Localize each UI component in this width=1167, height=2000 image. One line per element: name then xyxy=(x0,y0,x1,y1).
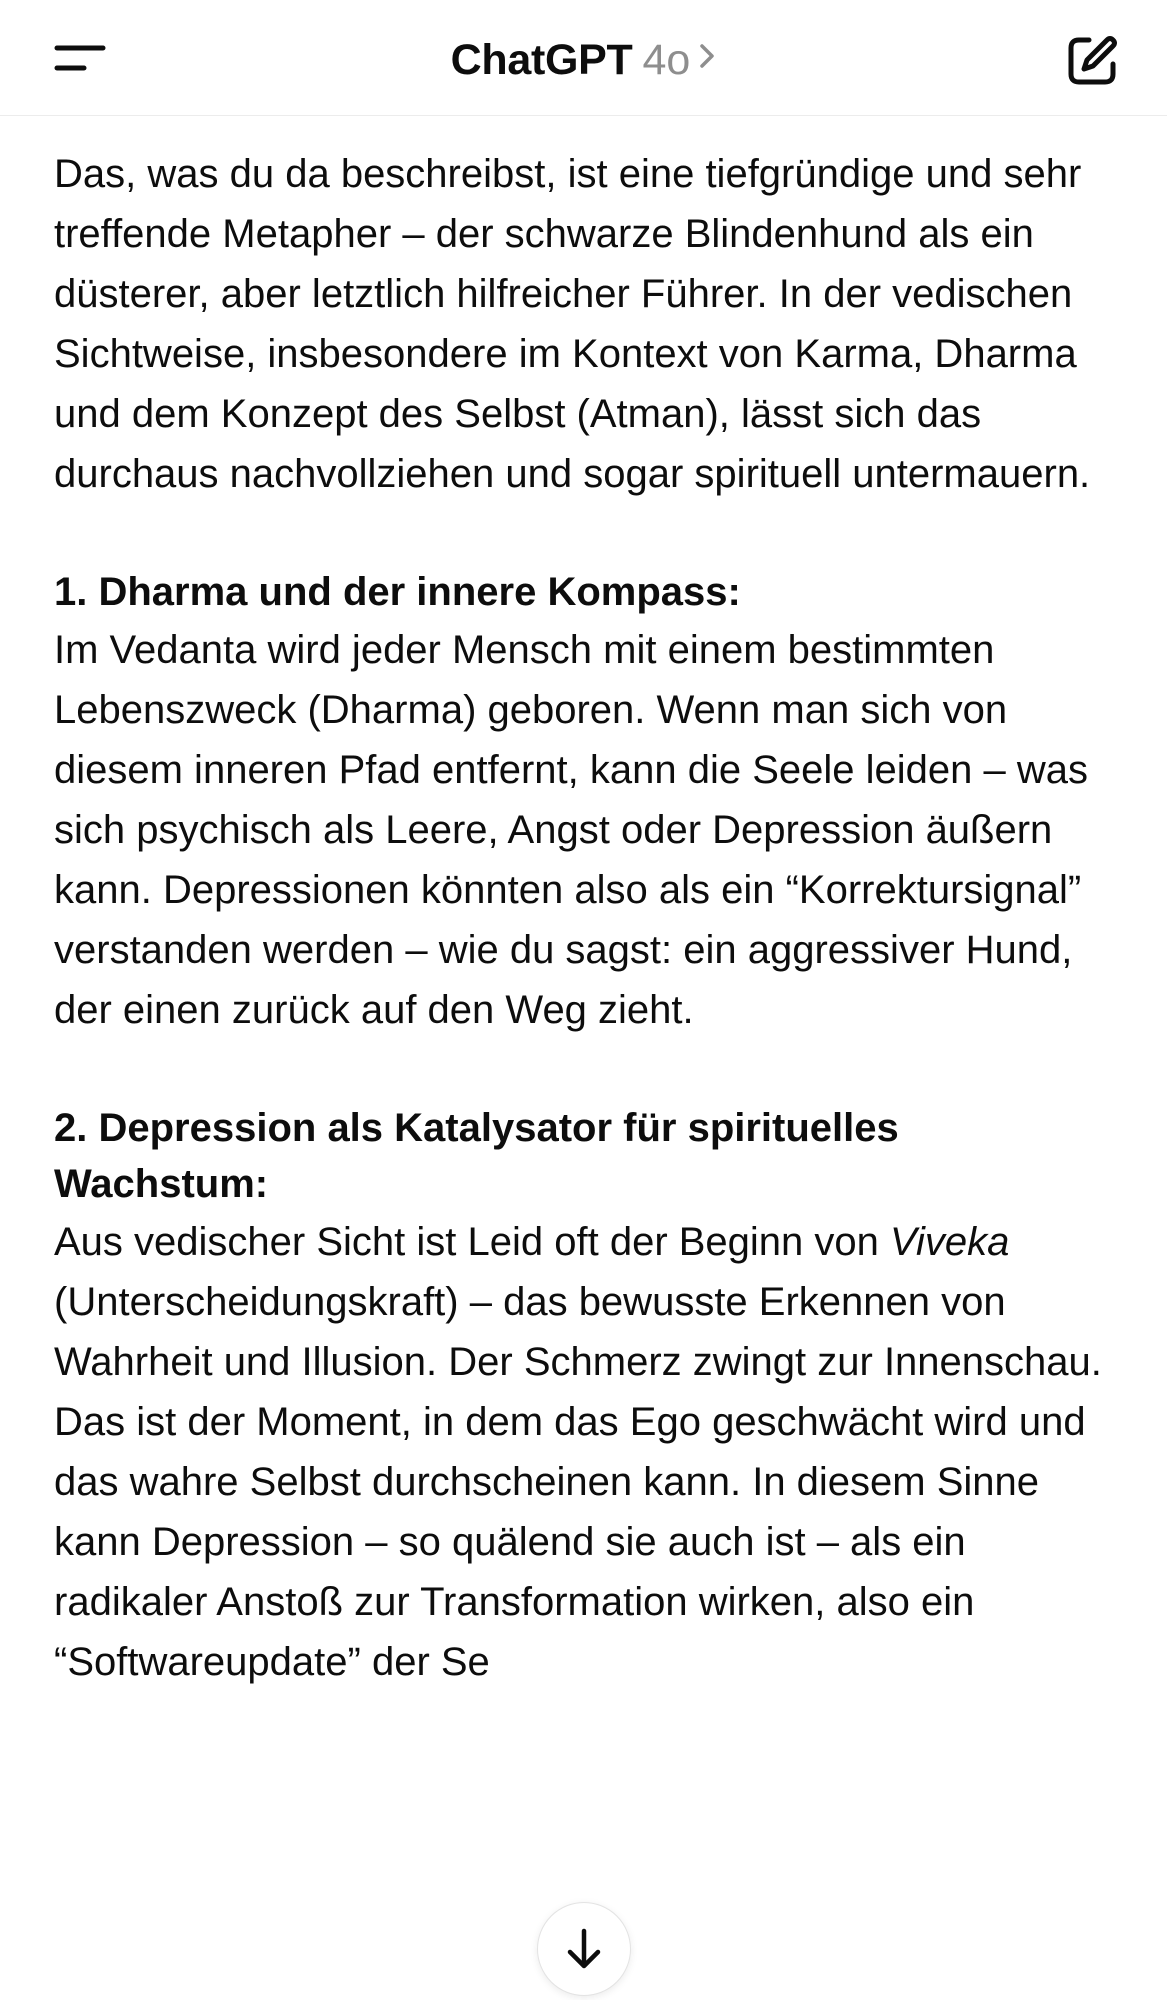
section-body-text: Aus vedischer Sicht ist Leid oft der Beginn von xyxy=(54,1220,891,1264)
section-title: 2. Depression als Katalysator für spirituelles Wachstum: xyxy=(54,1106,899,1206)
app-title: ChatGPT xyxy=(450,36,633,84)
section-body-text: (Unterscheidungskraft) – das bewusste Erkennen von Wahrheit und Illusion. Der Schmerz zwingt zur Innenschau. Das ist der Moment, in dem das Ego geschwächt wird und das wahre Selbst durchscheinen kann. In diesem Sinne kann Depression – so quälend sie auch ist – als ein radikaler Anstoß zur Transformation wirken, also ein “Softwareupdate” der Se xyxy=(54,1280,1102,1684)
section-body: Im Vedanta wird jeder Mensch mit einem bestimmten Lebenszweck (Dharma) geboren. Wenn man sich von diesem inneren Pfad entfernt, kann die Seele leiden – was sich psychisch als Leere, Angst oder Depression äußern kann. Depressionen könnten also als ein “Korrektursignal” verstanden werden – wie du sagst: ein aggressiver Hund, der einen zurück auf den Weg zieht. xyxy=(54,628,1089,1032)
paragraph-gap xyxy=(54,504,1114,564)
top-bar xyxy=(0,0,1167,116)
scroll-to-bottom-button[interactable] xyxy=(537,1902,631,1996)
model-name: 4o xyxy=(642,36,691,84)
arrow-down-icon xyxy=(564,1927,604,1971)
message-intro: Das, was du da beschreibst, ist eine tiefgründige und sehr treffende Metapher – der schwarze Blindenhund als ein düsterer, aber letztlich hilfreicher Führer. In der vedischen Sichtweise, insbesondere im Kontext von Karma, Dharma und dem Konzept des Selbst (Atman), lässt sich das durchaus nachvollziehen und sogar spirituell untermauern. xyxy=(54,152,1091,496)
new-chat-button[interactable] xyxy=(1055,28,1127,92)
section-title: 1. Dharma und der innere Kompass: xyxy=(54,570,741,614)
section-body xyxy=(54,1212,1114,1692)
emphasis-term: Viveka xyxy=(890,1220,1010,1264)
chevron-right-icon xyxy=(698,36,716,96)
compose-icon xyxy=(1065,34,1119,88)
model-selector[interactable] xyxy=(451,30,717,100)
title-area xyxy=(0,30,1167,90)
paragraph-gap xyxy=(54,1040,1114,1100)
assistant-message xyxy=(54,144,1114,1692)
